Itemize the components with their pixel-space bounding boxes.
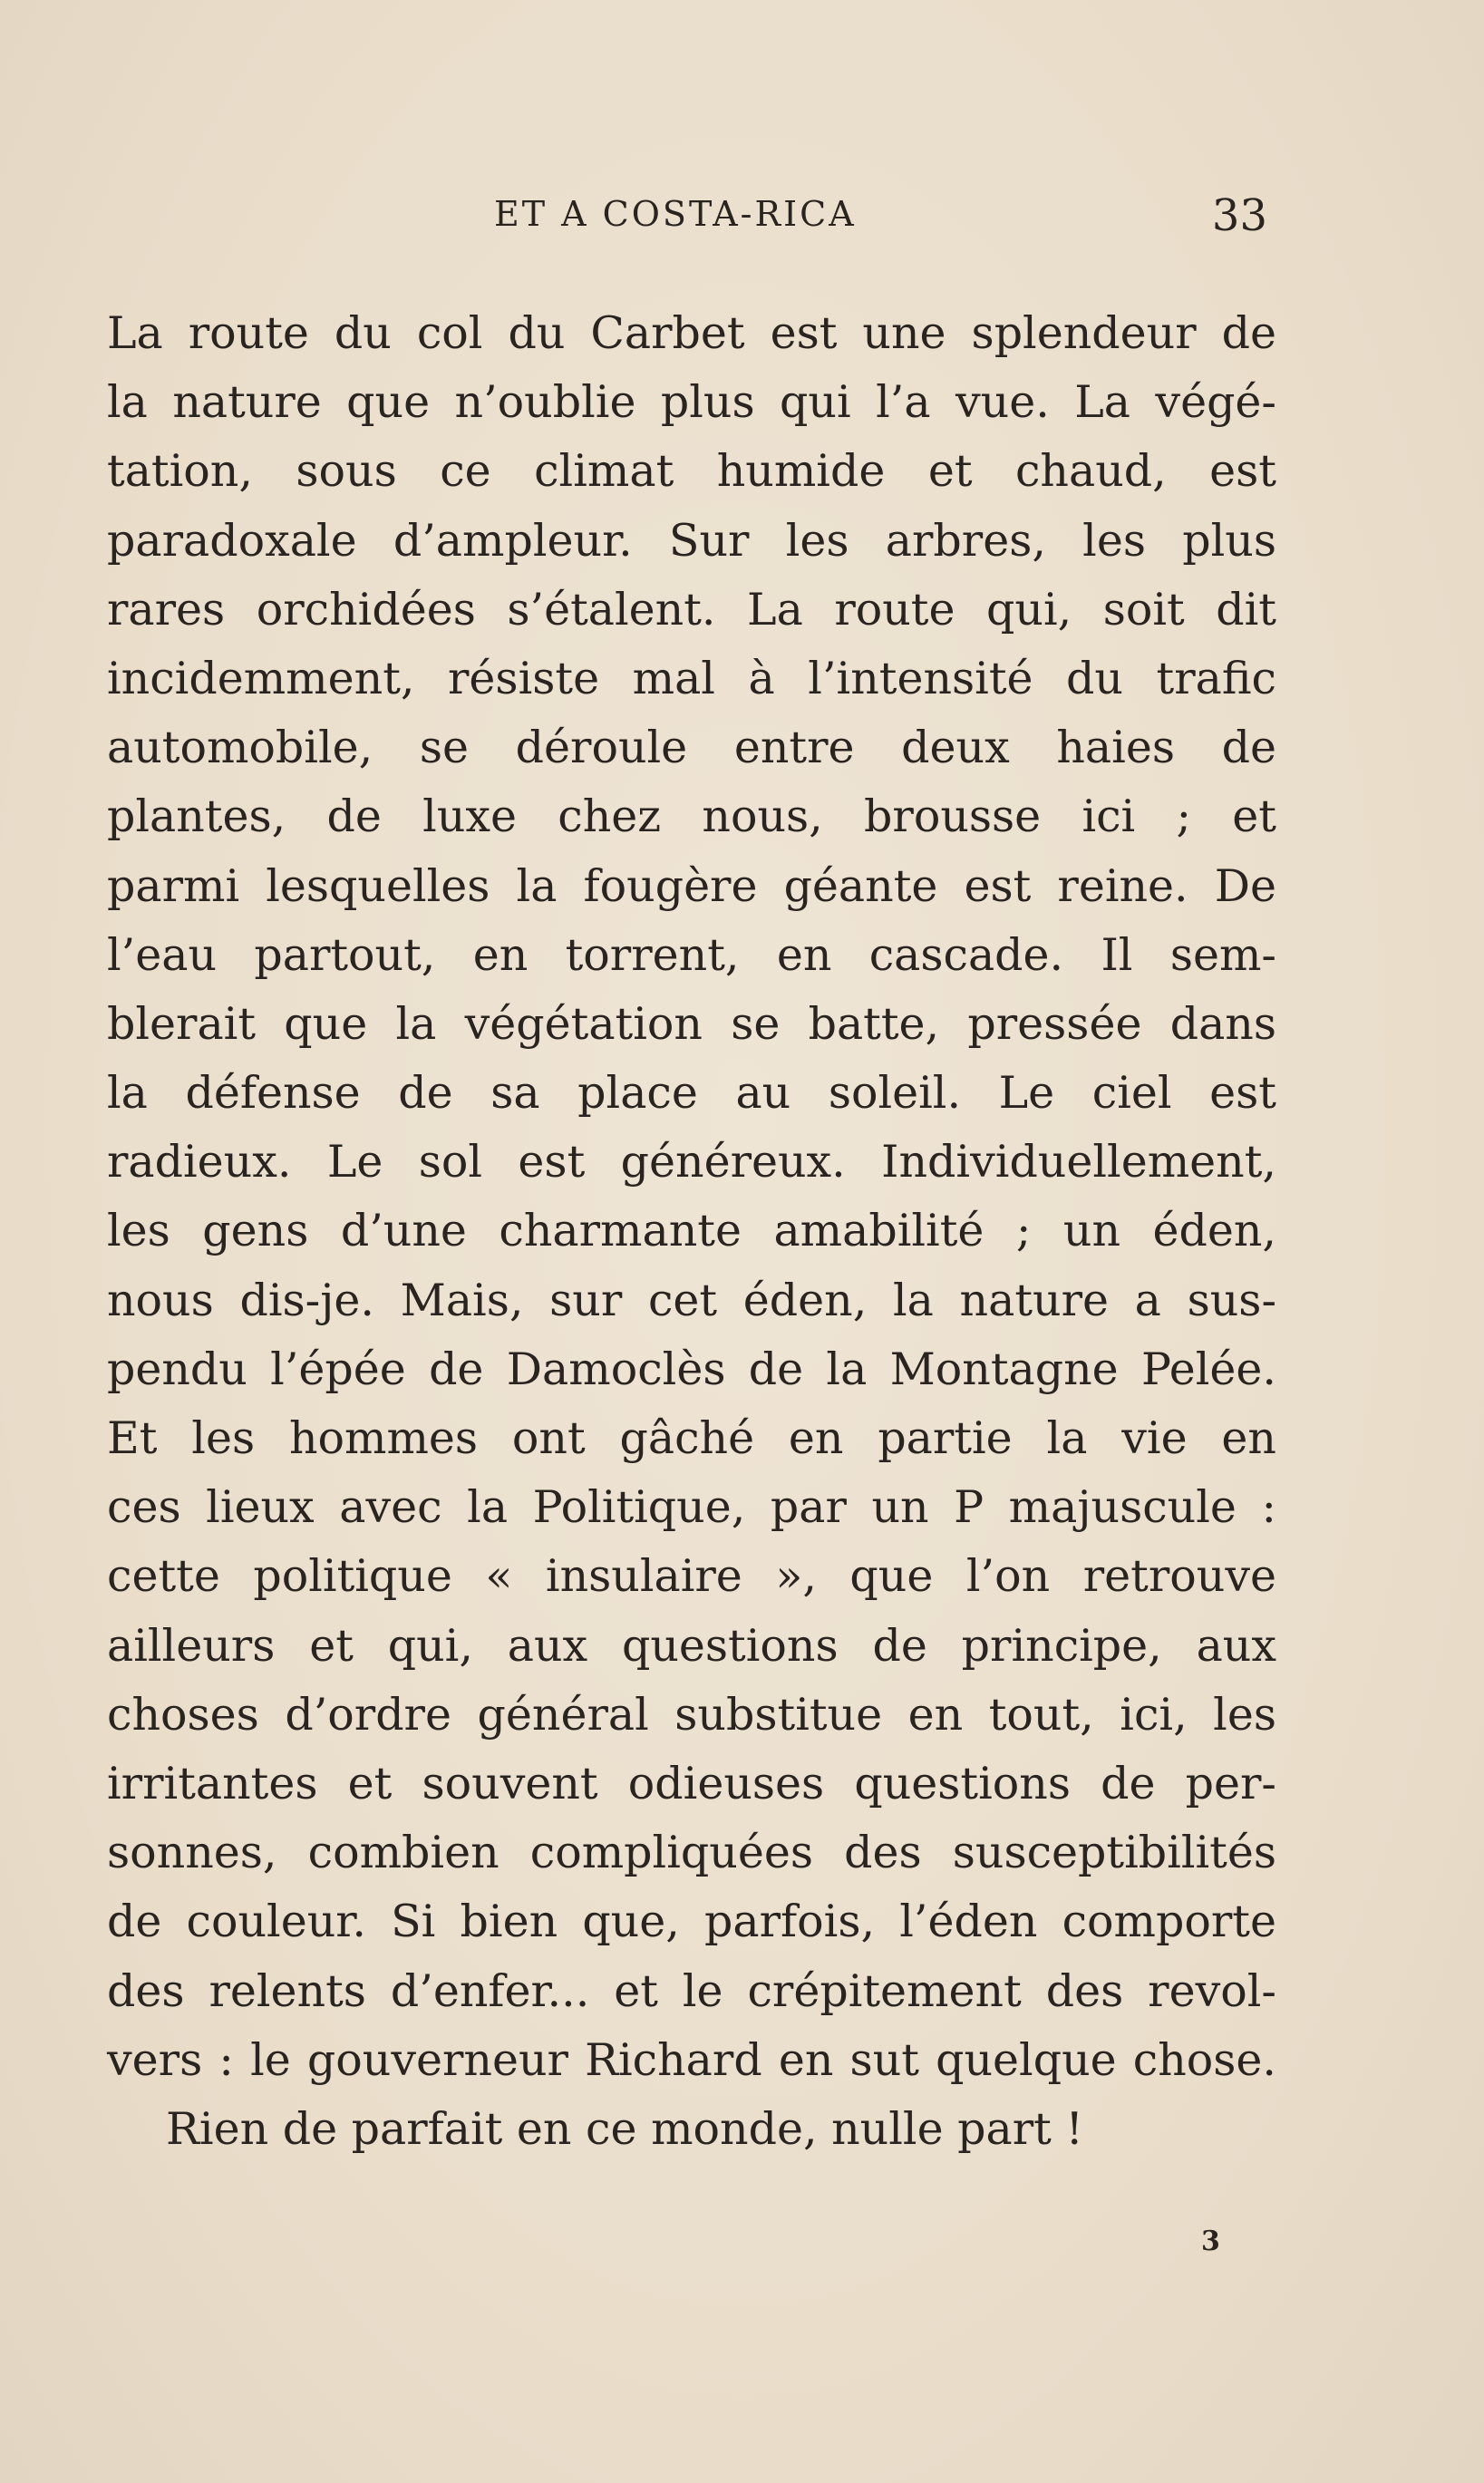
text-line: nous dis-je. Mais, sur cet éden, la nature a sus- <box>107 1274 1276 1326</box>
text-line: plantes, de luxe chez nous, brousse ici ; et <box>107 790 1276 843</box>
text-line: paradoxale d’ampleur. Sur les arbres, les plus <box>107 514 1276 567</box>
text-line: radieux. Le sol est généreux. Individuellement, <box>107 1136 1276 1188</box>
text-line: de couleur. Si bien que, parfois, l’éden comporte <box>107 1896 1276 1948</box>
text-line: sonnes, combien compliquées des susceptibilités <box>107 1827 1276 1879</box>
text-line: irritantes et souvent odieuses questions de per- <box>107 1757 1276 1809</box>
text-line: rares orchidées s’étalent. La route qui, soit dit <box>107 583 1276 635</box>
text-line: tation, sous ce climat humide et chaud, est <box>107 445 1276 498</box>
text-line: La route du col du Carbet est une splendeur de <box>107 307 1276 359</box>
text-line: parmi lesquelles la fougère géante est reine. De <box>107 859 1276 912</box>
text-line: la nature que n’oublie plus qui l’a vue. La végé- <box>107 376 1276 429</box>
signature-mark: 3 <box>1201 2226 1220 2257</box>
text-line: des relents d’enfer... et le crépitement des revol- <box>107 1964 1276 2017</box>
text-line: incidemment, résiste mal à l’intensité du trafic <box>107 652 1276 704</box>
text-line: choses d’ordre général substitue en tout, ici, les <box>107 1688 1276 1741</box>
text-line: l’eau partout, en torrent, en cascade. Il sem- <box>107 928 1276 981</box>
text-line: pendu l’épée de Damoclès de la Montagne Pelée. <box>107 1343 1276 1395</box>
text-line: ces lieux avec la Politique, par un P majuscule : <box>107 1481 1276 1534</box>
running-title: ET A COSTA-RICA <box>494 194 857 234</box>
text-line: la défense de sa place au soleil. Le ciel est <box>107 1067 1276 1120</box>
text-line: les gens d’une charmante amabilité ; un éden, <box>107 1205 1276 1257</box>
text-line-final: Rien de parfait en ce monde, nulle part ! <box>166 2102 1084 2155</box>
text-line: cette politique « insulaire », que l’on retrouve <box>107 1550 1276 1603</box>
body-text <box>107 299 1276 2164</box>
text-line: vers : le gouverneur Richard en sut quelque chose. <box>107 2033 1276 2086</box>
text-line: automobile, se déroule entre deux haies de <box>107 722 1276 774</box>
text-line: blerait que la végétation se batte, pressée dans <box>107 997 1276 1050</box>
page-number: 33 <box>1211 190 1267 241</box>
running-head <box>0 190 1484 245</box>
text-line: Et les hommes ont gâché en partie la vie en <box>107 1412 1276 1464</box>
text-line: ailleurs et qui, aux questions de principe, aux <box>107 1619 1276 1672</box>
